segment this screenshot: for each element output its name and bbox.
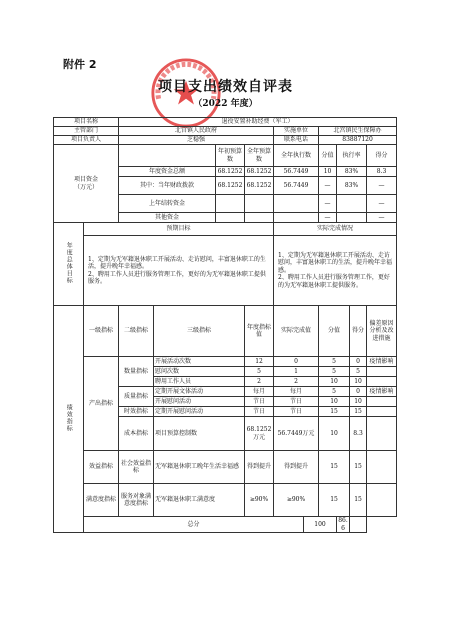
funds-rate [337, 213, 367, 223]
indicator-target: 68.1252万元 [245, 417, 274, 451]
indicator-actual: 节日 [274, 407, 319, 417]
impl-value: 北宫镇民生保障办 [319, 127, 397, 136]
indicator-weight: 5 [319, 387, 350, 397]
perf-col-l2: 二级指标 [119, 306, 154, 357]
funds-weight: — [319, 177, 337, 195]
owner-label: 项目负责人 [54, 136, 119, 145]
funds-exec: 56.7449 [274, 167, 319, 177]
indicator-score: 0 [350, 387, 367, 397]
perf-col-target: 年度指标值 [245, 306, 274, 357]
social-label: 社会效益指标 [119, 451, 154, 484]
time-label: 时效指标 [119, 407, 154, 417]
perf-col-actual: 实际完成值 [274, 306, 319, 357]
indicator-name: 定期开展慰问活动 [154, 407, 245, 417]
impl-label: 实施单位 [274, 127, 319, 136]
indicator-target: 得到提升 [245, 451, 274, 484]
indicator-name: 聘用工作人员 [154, 377, 245, 387]
funds-score: — [367, 177, 397, 195]
indicator-score: 15 [350, 451, 367, 484]
funds-rate: 83% [337, 167, 367, 177]
indicator-actual: 56.7449万元 [274, 417, 319, 451]
project-name-value: 退役安置补助经费（军工） [119, 118, 397, 127]
dept-value: 北宫镇人民政府 [119, 127, 274, 136]
indicator-actual: 节日 [274, 397, 319, 407]
goals-expected-header: 预期目标 [84, 223, 274, 236]
funds-label: 项目资金 （万元） [54, 145, 119, 223]
funds-score: — [367, 213, 397, 223]
funds-exec: 56.7449 [274, 177, 319, 195]
perf-label-cell [54, 306, 84, 533]
indicator-score: 5 [350, 367, 367, 377]
funds-weight: 10 [319, 167, 337, 177]
indicator-score: 10 [350, 377, 367, 387]
indicator-reason: 疫情影响 [367, 387, 397, 397]
funds-row-label: 其他资金 [119, 213, 216, 223]
indicator-actual: ≥90% [274, 484, 319, 517]
funds-weight: — [319, 213, 337, 223]
indicator-reason [367, 484, 397, 517]
funds-col-exec: 全年执行数 [274, 145, 319, 167]
satisfaction-l2: 服务对象满意度指标 [119, 484, 154, 517]
indicator-name: 项目预算控制数 [154, 417, 245, 451]
indicator-reason [367, 451, 397, 484]
indicator-name: 开展活动次数 [154, 357, 245, 367]
indicator-weight: 10 [319, 377, 350, 387]
form-year: （2022 年度） [193, 99, 258, 109]
dept-label: 主管部门 [54, 127, 119, 136]
indicator-target: 节日 [245, 397, 274, 407]
funds-full [245, 195, 274, 213]
indicator-weight: 5 [319, 357, 350, 367]
indicator-actual: 0 [274, 357, 319, 367]
funds-row-label: 年度资金总额 [119, 167, 216, 177]
indicator-target: 2 [245, 377, 274, 387]
attachment-label: 附件 2 [63, 58, 97, 71]
indicator-weight: 15 [319, 451, 350, 484]
indicator-reason [367, 417, 397, 451]
output-label: 产出指标 [84, 357, 119, 451]
owner-value: 芝稳强 [119, 136, 274, 145]
indicator-name: 开展慰问活动 [154, 397, 245, 407]
perf-col-reason: 偏差原因分析及改进措施 [367, 306, 397, 357]
goals-label-cell [54, 223, 84, 306]
indicator-reason [367, 407, 397, 417]
cost-label: 成本指标 [119, 417, 154, 451]
funds-budget: 68.1252 [216, 167, 245, 177]
funds-col-weight: 分值 [319, 145, 337, 167]
funds-budget [216, 213, 245, 223]
indicator-target: 每月 [245, 387, 274, 397]
funds-col-rate: 执行率 [337, 145, 367, 167]
perf-col-weight: 分值 [319, 306, 350, 357]
total-reason [350, 517, 367, 533]
funds-full: 68.1252 [245, 167, 274, 177]
indicator-target: 5 [245, 367, 274, 377]
indicator-reason [367, 377, 397, 387]
funds-score: — [367, 195, 397, 213]
funds-score: 8.3 [367, 167, 397, 177]
funds-exec [274, 213, 319, 223]
indicator-weight: 10 [319, 397, 350, 407]
funds-corner [119, 145, 216, 167]
indicator-reason [367, 397, 397, 407]
funds-budget: 68.1252 [216, 177, 245, 195]
funds-row-label: 其中：当年财政拨款 [119, 177, 216, 195]
quality-label: 质量指标 [119, 387, 154, 407]
goals-actual-header: 实际完成情况 [274, 223, 397, 236]
total-label: 总分 [84, 517, 304, 533]
total-weight: 100 [304, 517, 337, 533]
indicator-actual: 得到提升 [274, 451, 319, 484]
indicator-target: 节日 [245, 407, 274, 417]
indicator-score: 8.3 [350, 417, 367, 451]
indicator-weight: 10 [319, 417, 350, 451]
indicator-score: 15 [350, 407, 367, 417]
indicator-weight: 15 [319, 484, 350, 517]
goals-label: 年度总体目标 [65, 241, 73, 284]
indicator-score: 0 [350, 357, 367, 367]
satisfaction-label: 满意度指标 [84, 484, 119, 517]
indicator-score: 10 [350, 397, 367, 407]
goals-actual-text: 1、定期为无军籍退休职工开展活动、走访慰问，丰富退休职工的生活，提升晚年幸福感。 2、聘用工作人员进行服务管理工作，更好的为无军籍退休职工提供服务。 [274, 236, 397, 306]
funds-col-budget: 年初预算数 [216, 145, 245, 167]
quantity-label: 数量指标 [119, 357, 154, 387]
funds-full: 68.1252 [245, 177, 274, 195]
benefit-label: 效益指标 [84, 451, 119, 484]
project-name-label: 项目名称 [54, 118, 119, 127]
funds-exec [274, 195, 319, 213]
perf-label: 绩效指标 [65, 403, 73, 432]
funds-full [245, 213, 274, 223]
indicator-actual: 1 [274, 367, 319, 377]
total-score: 86.6 [338, 517, 348, 532]
funds-weight: — [319, 195, 337, 213]
indicator-name: 定期开展文体活动 [154, 387, 245, 397]
indicator-name: 慰问次数 [154, 367, 245, 377]
funds-row-label: 上年结转资金 [119, 195, 216, 213]
indicator-target: ≥90% [245, 484, 274, 517]
funds-col-full-budget: 全年预算数 [245, 145, 274, 167]
phone-value: 83887120 [319, 136, 397, 145]
indicator-weight: 15 [319, 407, 350, 417]
self-evaluation-table [53, 117, 397, 533]
indicator-actual: 每月 [274, 387, 319, 397]
funds-col-score: 得分 [367, 145, 397, 167]
goals-expected-text: 1、定期为无军籍退休职工开展活动、走访慰问，丰富退休职工的生活，提升晚年幸福感。 2、聘用工作人员进行服务管理工作，更好的为无军籍退休职工提供服务。 [84, 236, 274, 306]
perf-col-score: 得分 [350, 306, 367, 357]
indicator-target: 12 [245, 357, 274, 367]
funds-budget [216, 195, 245, 213]
indicator-score: 15 [350, 484, 367, 517]
indicator-reason [367, 367, 397, 377]
funds-rate [337, 195, 367, 213]
perf-col-l1: 一级指标 [84, 306, 119, 357]
perf-col-l3: 三级指标 [154, 306, 245, 357]
funds-rate: 83% [337, 177, 367, 195]
phone-label: 联系电话 [274, 136, 319, 145]
indicator-weight: 5 [319, 367, 350, 377]
indicator-name: 无军籍退休职工满意度 [154, 484, 245, 517]
form-title: 项目支出绩效自评表 [158, 79, 293, 95]
indicator-name: 无军籍退休职工晚年生活幸福感 [154, 451, 245, 484]
indicator-actual: 2 [274, 377, 319, 387]
indicator-reason: 疫情影响 [367, 357, 397, 367]
